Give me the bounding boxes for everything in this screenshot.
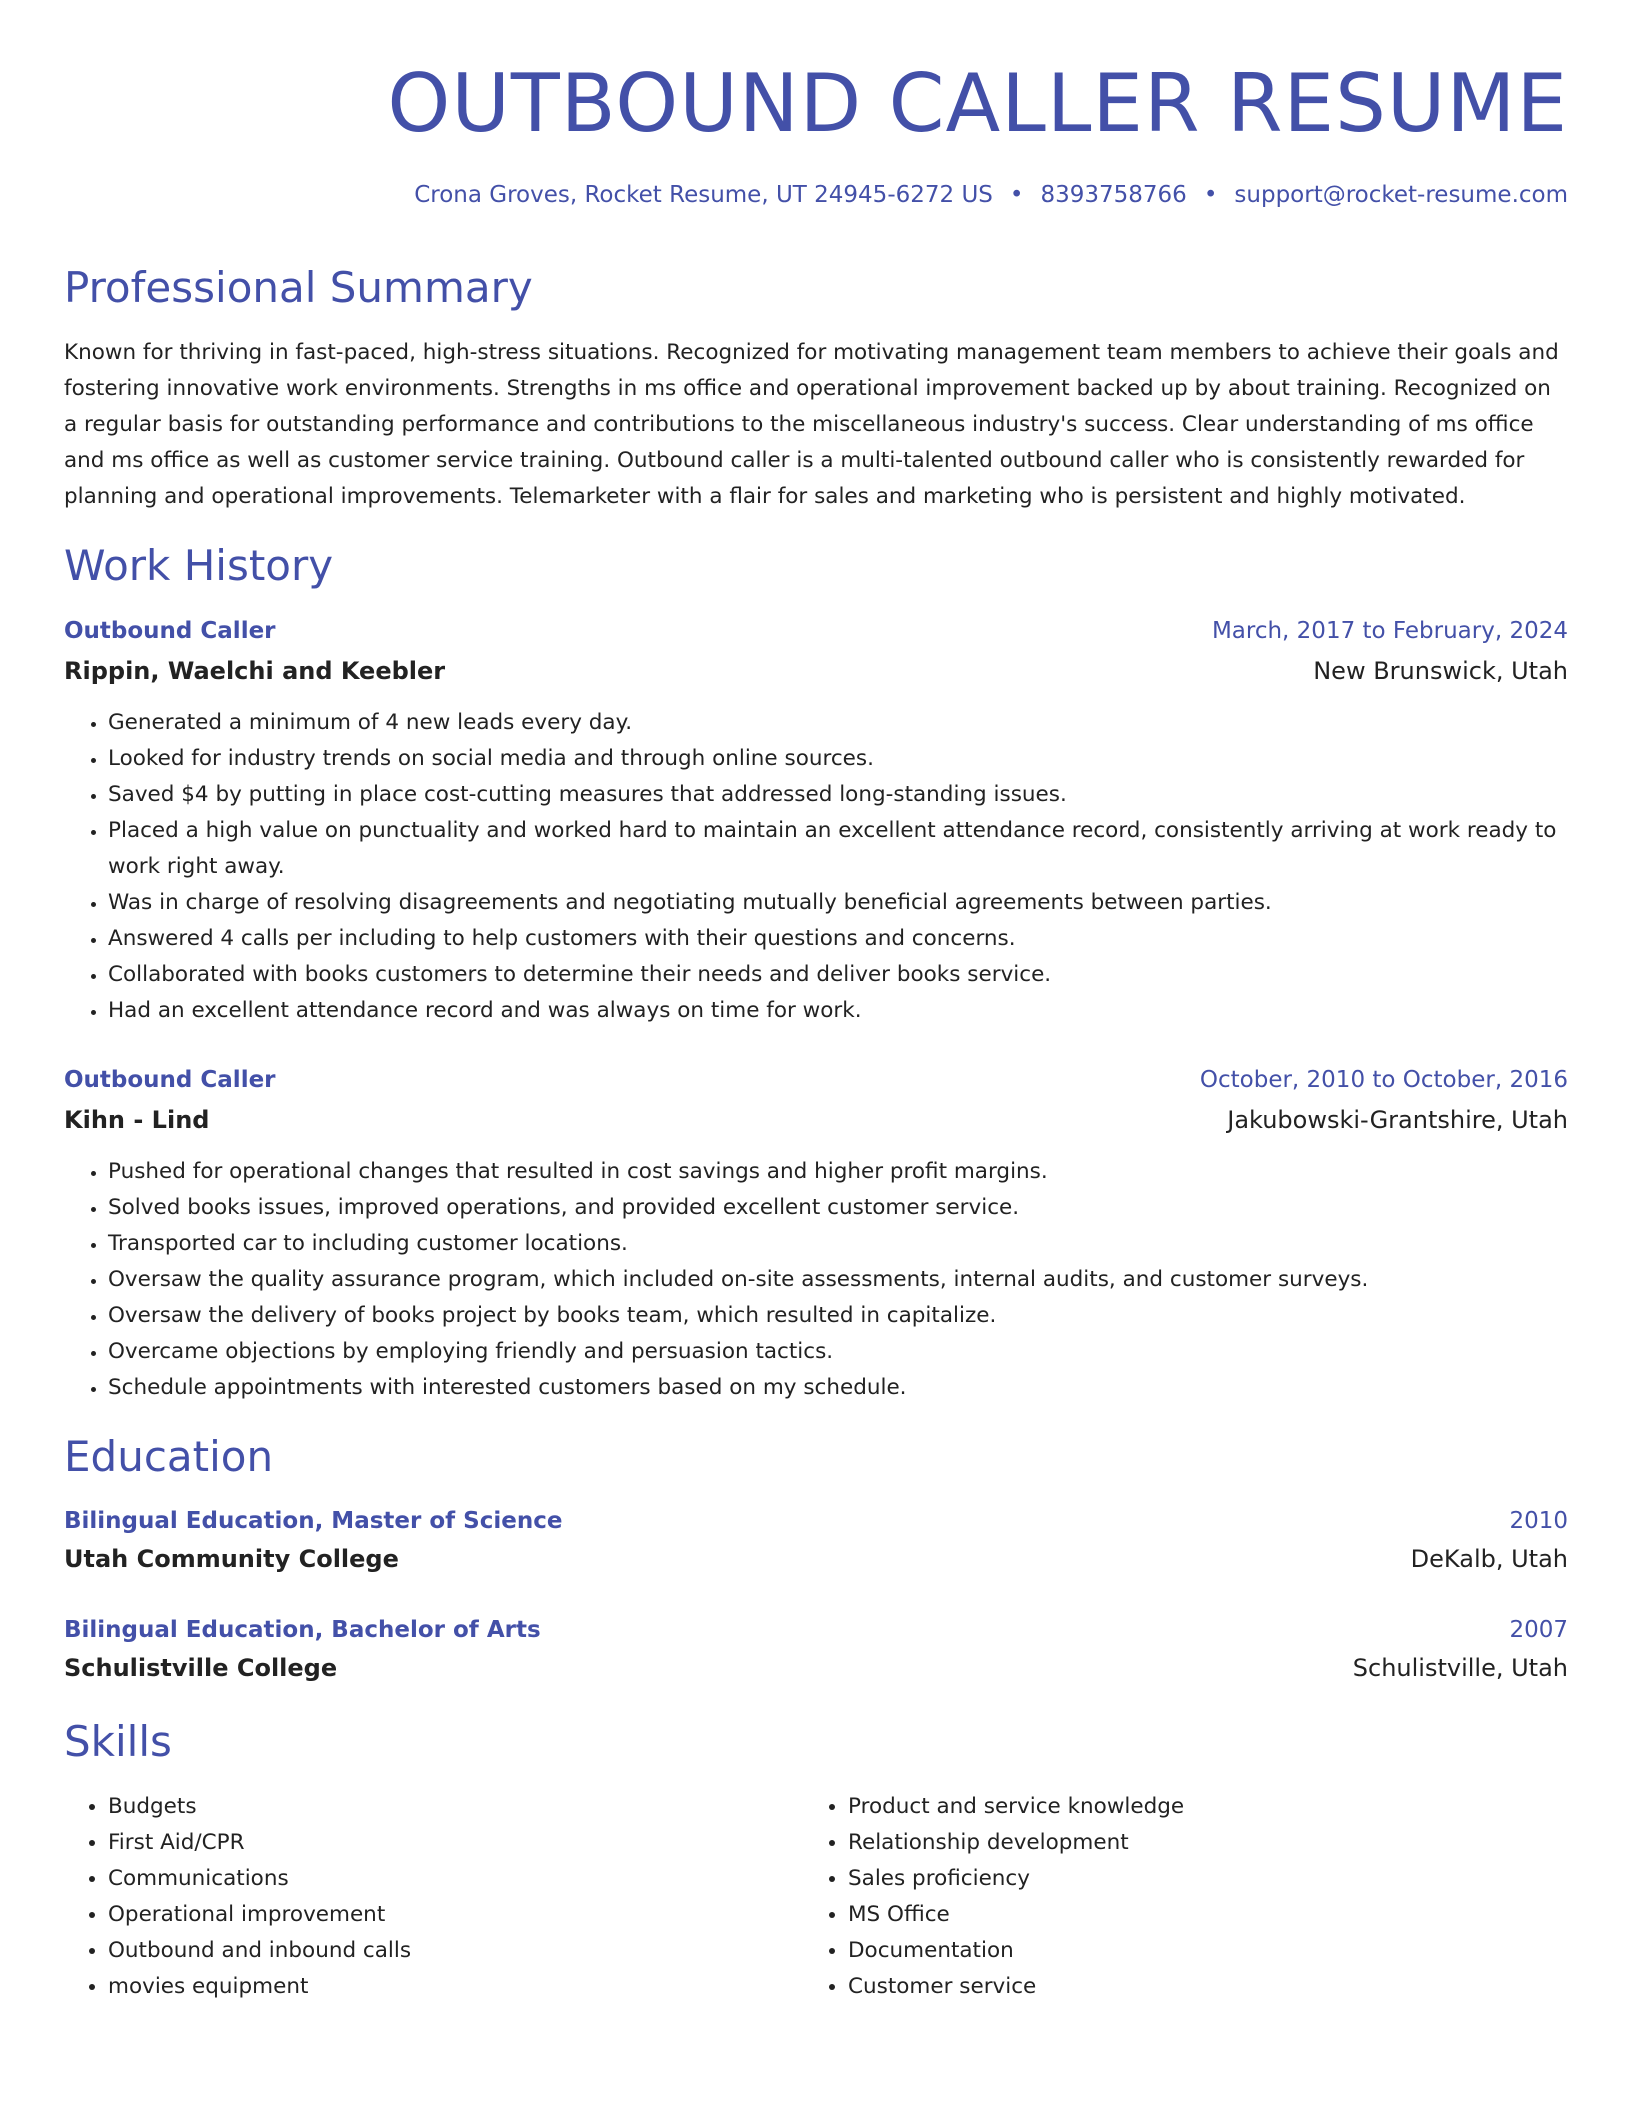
- list-item: • Customer service: [848, 1969, 1488, 2005]
- job-company: Kihn - Lind: [64, 1106, 210, 1134]
- list-item: • Solved books issues, improved operations, and provided excellent customer service.: [108, 1190, 1568, 1226]
- job-company-row: [64, 1100, 1568, 1140]
- job-bullets: [64, 1154, 1568, 1406]
- list-item: • Oversaw the delivery of books project by books team, which resulted in capitalize.: [108, 1298, 1568, 1334]
- summary-text: Known for thriving in fast-paced, high-stress situations. Recognized for motivating management team members to achieve their goals and fostering innovative work environments. Strengths in ms office and operational improvement backed up by about training. Recognized on a regular basis for outstanding performance and contributions to the miscellaneous industry's success. Clear understanding of ms office and ms office as well as customer service training. Outbound caller is a multi-talented outbound caller who is consistently rewarded for planning and operational improvements. Telemarketer with a flair for sales and marketing who is persistent and highly motivated.: [64, 340, 1559, 509]
- list-item: • Placed a high value on punctuality and worked hard to maintain an excellent attendance record, consistently arriving at work ready to work right away.: [108, 813, 1568, 885]
- contact-email: support@rocket-resume.com: [1234, 182, 1568, 208]
- list-item: • Operational improvement: [108, 1897, 748, 1933]
- job-location: Jakubowski-Grantshire, Utah: [1227, 1106, 1568, 1134]
- education-location: Schulistville, Utah: [1352, 1654, 1568, 1682]
- list-item: • MS Office: [848, 1897, 1488, 1933]
- education-location: DeKalb, Utah: [1410, 1545, 1568, 1573]
- job-role: Outbound Caller: [64, 1067, 276, 1093]
- list-item: • Oversaw the quality assurance program, which included on-site assessments, internal audits, and customer surveys.: [108, 1262, 1568, 1298]
- list-item: • Communications: [108, 1861, 748, 1897]
- list-item: • Outbound and inbound calls: [108, 1933, 748, 1969]
- list-item: • Documentation: [848, 1933, 1488, 1969]
- list-item: • Transported car to including customer locations.: [108, 1226, 1568, 1262]
- education-year: 2007: [1509, 1617, 1568, 1643]
- job-company-row: [64, 651, 1568, 691]
- job-company: Rippin, Waelchi and Keebler: [64, 657, 446, 685]
- summary-heading: Professional Summary: [64, 263, 533, 312]
- resume-title: OUTBOUND CALLER RESUME: [387, 57, 1568, 150]
- education-degree: Bilingual Education, Master of Science: [64, 1508, 563, 1534]
- list-item: • Overcame objections by employing friendly and persuasion tactics.: [108, 1334, 1568, 1370]
- education-entry: [64, 1502, 1568, 1578]
- education-school: Utah Community College: [64, 1545, 399, 1573]
- list-item: • Collaborated with books customers to determine their needs and deliver books service.: [108, 957, 1568, 993]
- list-item: • Relationship development: [848, 1825, 1488, 1861]
- list-item: • Pushed for operational changes that resulted in cost savings and higher profit margins.: [108, 1154, 1568, 1190]
- job-location: New Brunswick, Utah: [1313, 657, 1568, 685]
- education-header-row: [64, 1502, 1568, 1540]
- list-item: • Sales proficiency: [848, 1861, 1488, 1897]
- list-item: • Generated a minimum of 4 new leads every day.: [108, 705, 1568, 741]
- job-dates: October, 2010 to October, 2016: [1199, 1067, 1568, 1093]
- job-entry: [64, 1060, 1568, 1406]
- education-header-row: [64, 1611, 1568, 1649]
- education-heading: Education: [64, 1432, 274, 1481]
- education-school-row: [64, 1540, 1568, 1578]
- list-item: • Looked for industry trends on social media and through online sources.: [108, 741, 1568, 777]
- job-bullets: [64, 705, 1568, 1029]
- skills-heading: Skills: [64, 1717, 172, 1766]
- contact-phone: 8393758766: [1040, 182, 1187, 208]
- education-year: 2010: [1509, 1508, 1568, 1534]
- job-role: Outbound Caller: [64, 618, 276, 644]
- education-entry: [64, 1611, 1568, 1687]
- education-degree: Bilingual Education, Bachelor of Arts: [64, 1617, 541, 1643]
- contact-address: Crona Groves, Rocket Resume, UT 24945-6272 US: [414, 182, 993, 208]
- job-entry: [64, 611, 1568, 1029]
- list-item: • Saved $4 by putting in place cost-cutting measures that addressed long-standing issues.: [108, 777, 1568, 813]
- list-item: • Product and service knowledge: [848, 1789, 1488, 1825]
- list-item: • Was in charge of resolving disagreements and negotiating mutually beneficial agreements between parties.: [108, 885, 1568, 921]
- list-item: • Schedule appointments with interested customers based on my schedule.: [108, 1370, 1568, 1406]
- contact-separator: •: [1009, 182, 1024, 208]
- list-item: • Budgets: [108, 1789, 748, 1825]
- contact-separator: •: [1203, 182, 1218, 208]
- job-header-row: [64, 1060, 1568, 1100]
- skills-list-right: [804, 1789, 1488, 2005]
- work-history-heading: Work History: [64, 541, 334, 590]
- skills-list-left: [64, 1789, 748, 2005]
- contact-line: [414, 180, 1568, 210]
- job-dates: March, 2017 to February, 2024: [1211, 618, 1568, 644]
- list-item: • Had an excellent attendance record and was always on time for work.: [108, 993, 1568, 1029]
- list-item: • First Aid/CPR: [108, 1825, 748, 1861]
- job-header-row: [64, 611, 1568, 651]
- education-school-row: [64, 1649, 1568, 1687]
- education-school: Schulistville College: [64, 1654, 338, 1682]
- list-item: • movies equipment: [108, 1969, 748, 2005]
- list-item: • Answered 4 calls per including to help customers with their questions and concerns.: [108, 921, 1568, 957]
